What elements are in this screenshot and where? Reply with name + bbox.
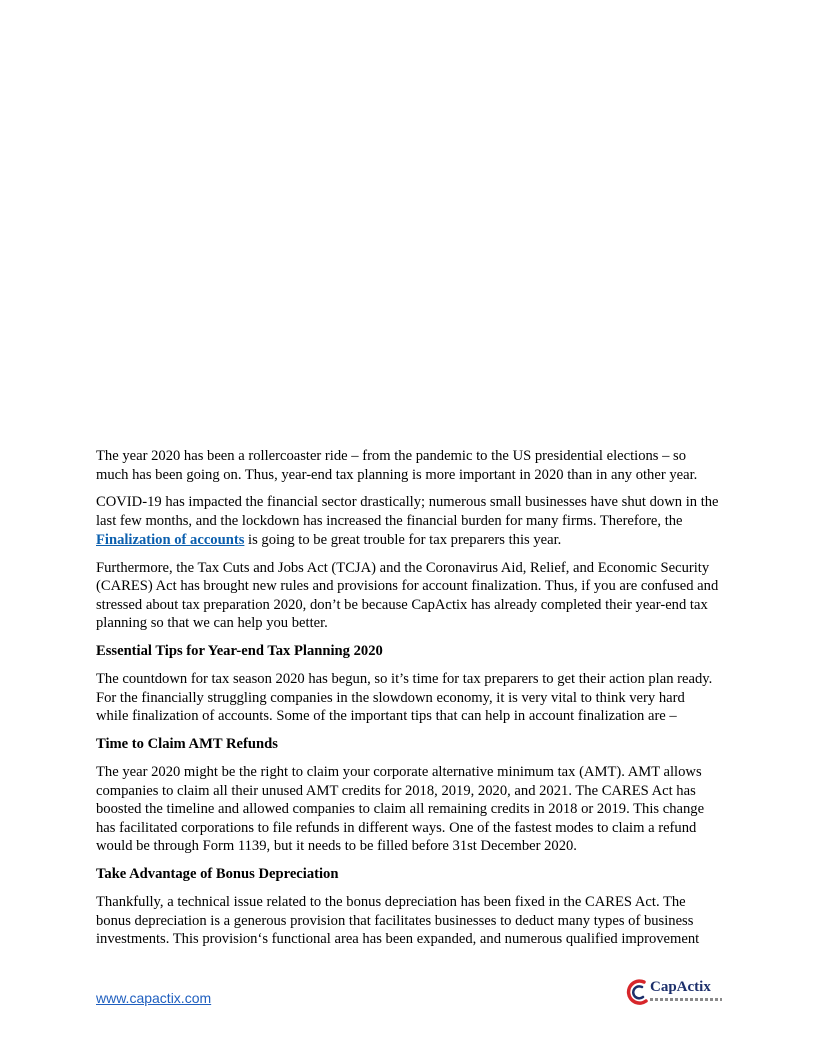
finalization-of-accounts-link[interactable]: Finalization of accounts <box>96 531 245 548</box>
heading-bonus-depreciation: Take Advantage of Bonus Depreciation <box>96 866 339 883</box>
capactix-swirl-icon <box>622 977 650 1007</box>
heading-amt-refunds: Time to Claim AMT Refunds <box>96 736 278 753</box>
paragraph-tcja: Furthermore, the Tax Cuts and Jobs Act (TCJA) and the Coronavirus Aid, Relief, and Economic Security (CARES) Act has brought new rules and provisions for account finalization. Thus, if you are confused and stressed about tax preparation 2020, don’t be because CapActix has already completed their year-end tax planning so that we can help you better. <box>96 559 719 632</box>
document-body <box>96 447 720 958</box>
paragraph-covid-text-1: COVID-19 has impacted the financial sector drastically; numerous small businesses have shut down in the last few months, and the lockdown has increased the financial burden for many firms. Therefore, the <box>96 494 719 530</box>
paragraph-bonus: Thankfully, a technical issue related to the bonus depreciation has been fixed in the CARES Act. The bonus depreciation is a generous provision that facilitates businesses to deduct many types of business investments. This provision‘s functional area has been expanded, and numerous qualified improvement <box>96 894 700 948</box>
heading-essential-tips: Essential Tips for Year-end Tax Planning 2020 <box>96 643 383 660</box>
paragraph-amt: The year 2020 might be the right to claim your corporate alternative minimum tax (AMT). AMT allows companies to claim all their unused AMT credits for 2018, 2019, 2020, and 2021. The CARES Act has boosted the timeline and allowed companies to claim all remaining credits in 2018 or 2019. This change has facilitated corporations to file refunds in different ways. One of the fastest modes to claim a refund would be through Form 1139, but it needs to be filled before 31st December 2020. <box>96 764 705 855</box>
paragraph-covid <box>96 493 720 549</box>
paragraph-intro: The year 2020 has been a rollercoaster ride – from the pandemic to the US presidential elections – so much has been going on. Thus, year-end tax planning is more important in 2020 than in any other year. <box>96 448 698 483</box>
logo-name: CapActix <box>650 979 711 995</box>
footer-website-link[interactable]: www.capactix.com <box>96 990 212 1006</box>
paragraph-covid-text-2: is going to be great trouble for tax preparers this year. <box>244 531 562 548</box>
logo-tagline-decoration <box>650 998 722 1001</box>
capactix-logo <box>622 977 722 1007</box>
paragraph-countdown: The countdown for tax season 2020 has begun, so it’s time for tax preparers to get their action plan ready. For the financially struggling companies in the slowdown economy, it is very vital to think very hard while finalization of accounts. Some of the important tips that can help in account finalization are – <box>96 671 713 725</box>
